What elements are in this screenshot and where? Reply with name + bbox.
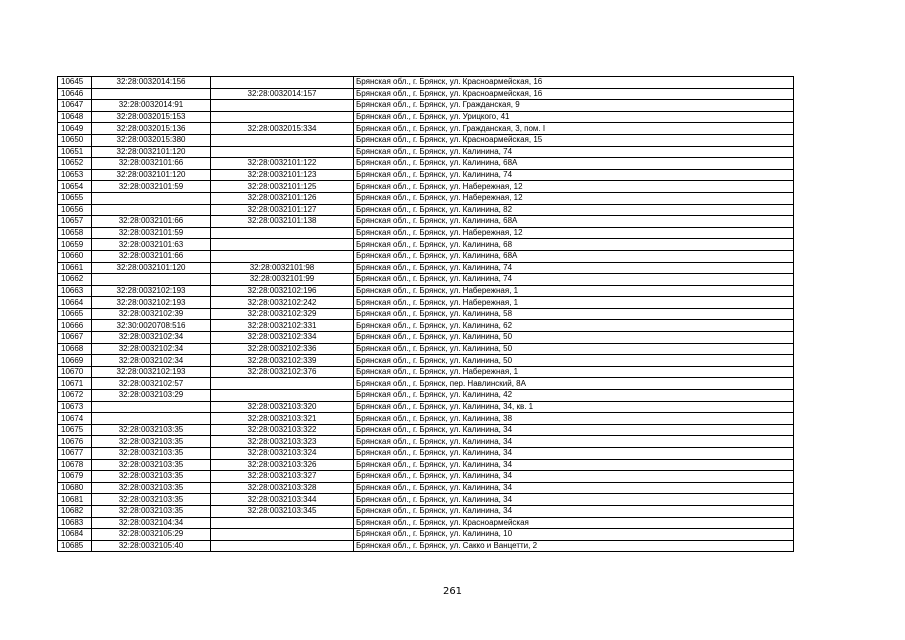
row-number-cell: 10673 [58,401,92,413]
table-row [58,517,794,529]
object-cadastral-number-cell: 32:28:0032103:327 [211,471,354,483]
land-cadastral-number-cell [92,274,211,286]
object-cadastral-number-cell: 32:28:0032103:345 [211,505,354,517]
table-row [58,505,794,517]
table-row [58,100,794,112]
address-cell: Брянская обл., г. Брянск, ул. Калинина, 74 [354,274,794,286]
address-cell: Брянская обл., г. Брянск, ул. Калинина, 34 [354,424,794,436]
object-cadastral-number-cell: 32:28:0032015:334 [211,123,354,135]
registry-body [58,77,794,552]
table-row [58,366,794,378]
land-cadastral-number-cell: 32:28:0032103:35 [92,471,211,483]
address-cell: Брянская обл., г. Брянск, ул. Набережная, 12 [354,192,794,204]
land-cadastral-number-cell: 32:28:0032101:66 [92,250,211,262]
table-row [58,459,794,471]
row-number-cell: 10681 [58,494,92,506]
row-number-cell: 10667 [58,332,92,344]
address-cell: Брянская обл., г. Брянск, ул. Набережная, 1 [354,285,794,297]
address-cell: Брянская обл., г. Брянск, ул. Набережная, 12 [354,181,794,193]
address-cell: Брянская обл., г. Брянск, ул. Калинина, 34 [354,482,794,494]
row-number-cell: 10654 [58,181,92,193]
land-cadastral-number-cell: 32:28:0032102:193 [92,285,211,297]
row-number-cell: 10668 [58,343,92,355]
object-cadastral-number-cell [211,390,354,402]
table-row [58,308,794,320]
table-row [58,413,794,425]
object-cadastral-number-cell [211,529,354,541]
address-cell: Брянская обл., г. Брянск, ул. Красноармейская [354,517,794,529]
land-cadastral-number-cell: 32:28:0032102:39 [92,308,211,320]
address-cell: Брянская обл., г. Брянск, ул. Сакко и Ванцетти, 2 [354,540,794,552]
row-number-cell: 10684 [58,529,92,541]
address-cell: Брянская обл., г. Брянск, ул. Калинина, 42 [354,390,794,402]
table-row [58,181,794,193]
object-cadastral-number-cell: 32:28:0032102:242 [211,297,354,309]
land-cadastral-number-cell: 32:30:0020708:516 [92,320,211,332]
address-cell: Брянская обл., г. Брянск, ул. Калинина, 68А [354,250,794,262]
row-number-cell: 10679 [58,471,92,483]
table-row [58,494,794,506]
object-cadastral-number-cell [211,227,354,239]
address-cell: Брянская обл., г. Брянск, ул. Красноармейская, 16 [354,77,794,89]
address-cell: Брянская обл., г. Брянск, ул. Калинина, 68А [354,216,794,228]
address-cell: Брянская обл., г. Брянск, ул. Калинина, 50 [354,332,794,344]
object-cadastral-number-cell: 32:28:0032102:339 [211,355,354,367]
land-cadastral-number-cell: 32:28:0032101:120 [92,146,211,158]
land-cadastral-number-cell: 32:28:0032014:156 [92,77,211,89]
object-cadastral-number-cell: 32:28:0032102:329 [211,308,354,320]
object-cadastral-number-cell: 32:28:0032101:99 [211,274,354,286]
object-cadastral-number-cell: 32:28:0032102:331 [211,320,354,332]
table-row [58,332,794,344]
address-cell: Брянская обл., г. Брянск, ул. Калинина, 34 [354,459,794,471]
land-cadastral-number-cell: 32:28:0032103:35 [92,482,211,494]
table-row [58,401,794,413]
land-cadastral-number-cell: 32:28:0032103:35 [92,448,211,460]
row-number-cell: 10649 [58,123,92,135]
address-cell: Брянская обл., г. Брянск, ул. Калинина, 34, кв. 1 [354,401,794,413]
row-number-cell: 10683 [58,517,92,529]
object-cadastral-number-cell [211,517,354,529]
row-number-cell: 10659 [58,239,92,251]
land-cadastral-number-cell: 32:28:0032103:29 [92,390,211,402]
land-cadastral-number-cell: 32:28:0032101:63 [92,239,211,251]
table-row [58,204,794,216]
object-cadastral-number-cell: 32:28:0032103:324 [211,448,354,460]
table-row [58,471,794,483]
address-cell: Брянская обл., г. Брянск, ул. Набережная, 1 [354,297,794,309]
row-number-cell: 10652 [58,158,92,170]
row-number-cell: 10674 [58,413,92,425]
table-row [58,77,794,89]
land-cadastral-number-cell: 32:28:0032015:380 [92,134,211,146]
land-cadastral-number-cell: 32:28:0032014:91 [92,100,211,112]
address-cell: Брянская обл., г. Брянск, ул. Набережная, 12 [354,227,794,239]
object-cadastral-number-cell [211,378,354,390]
row-number-cell: 10678 [58,459,92,471]
object-cadastral-number-cell: 32:28:0032101:138 [211,216,354,228]
address-cell: Брянская обл., г. Брянск, ул. Калинина, 34 [354,505,794,517]
address-cell: Брянская обл., г. Брянск, ул. Калинина, 34 [354,448,794,460]
land-cadastral-number-cell: 32:28:0032102:57 [92,378,211,390]
table-row [58,111,794,123]
address-cell: Брянская обл., г. Брянск, ул. Калинина, 82 [354,204,794,216]
row-number-cell: 10648 [58,111,92,123]
address-cell: Брянская обл., г. Брянск, ул. Калинина, 10 [354,529,794,541]
row-number-cell: 10665 [58,308,92,320]
table-row [58,540,794,552]
address-cell: Брянская обл., г. Брянск, ул. Калинина, 50 [354,343,794,355]
table-row [58,482,794,494]
object-cadastral-number-cell: 32:28:0032103:323 [211,436,354,448]
registry-table [57,76,794,552]
row-number-cell: 10666 [58,320,92,332]
row-number-cell: 10653 [58,169,92,181]
table-row [58,250,794,262]
object-cadastral-number-cell: 32:28:0032103:326 [211,459,354,471]
land-cadastral-number-cell [92,192,211,204]
address-cell: Брянская обл., г. Брянск, ул. Калинина, 34 [354,436,794,448]
address-cell: Брянская обл., г. Брянск, ул. Урицкого, 41 [354,111,794,123]
land-cadastral-number-cell: 32:28:0032102:34 [92,332,211,344]
row-number-cell: 10650 [58,134,92,146]
land-cadastral-number-cell [92,413,211,425]
land-cadastral-number-cell: 32:28:0032103:35 [92,436,211,448]
row-number-cell: 10662 [58,274,92,286]
address-cell: Брянская обл., г. Брянск, пер. Навлинский, 8А [354,378,794,390]
table-row [58,239,794,251]
table-row [58,320,794,332]
address-cell: Брянская обл., г. Брянск, ул. Калинина, 58 [354,308,794,320]
address-cell: Брянская обл., г. Брянск, ул. Красноармейская, 16 [354,88,794,100]
table-row [58,262,794,274]
land-cadastral-number-cell: 32:28:0032015:136 [92,123,211,135]
address-cell: Брянская обл., г. Брянск, ул. Калинина, 74 [354,262,794,274]
table-row [58,192,794,204]
table-row [58,146,794,158]
object-cadastral-number-cell: 32:28:0032101:126 [211,192,354,204]
table-row [58,343,794,355]
object-cadastral-number-cell [211,100,354,112]
object-cadastral-number-cell: 32:28:0032101:122 [211,158,354,170]
row-number-cell: 10676 [58,436,92,448]
table-row [58,390,794,402]
object-cadastral-number-cell: 32:28:0032103:344 [211,494,354,506]
address-cell: Брянская обл., г. Брянск, ул. Гражданская, 9 [354,100,794,112]
address-cell: Брянская обл., г. Брянск, ул. Калинина, 34 [354,471,794,483]
land-cadastral-number-cell: 32:28:0032103:35 [92,459,211,471]
row-number-cell: 10664 [58,297,92,309]
table-row [58,378,794,390]
table-row [58,448,794,460]
object-cadastral-number-cell [211,134,354,146]
address-cell: Брянская обл., г. Брянск, ул. Калинина, 68А [354,158,794,170]
land-cadastral-number-cell: 32:28:0032101:120 [92,169,211,181]
row-number-cell: 10656 [58,204,92,216]
land-cadastral-number-cell: 32:28:0032102:34 [92,355,211,367]
object-cadastral-number-cell [211,540,354,552]
object-cadastral-number-cell: 32:28:0032102:334 [211,332,354,344]
land-cadastral-number-cell: 32:28:0032101:59 [92,227,211,239]
land-cadastral-number-cell: 32:28:0032101:120 [92,262,211,274]
address-cell: Брянская обл., г. Брянск, ул. Гражданская, 3, пом. I [354,123,794,135]
row-number-cell: 10645 [58,77,92,89]
object-cadastral-number-cell: 32:28:0032101:123 [211,169,354,181]
row-number-cell: 10670 [58,366,92,378]
table-row [58,297,794,309]
row-number-cell: 10657 [58,216,92,228]
object-cadastral-number-cell: 32:28:0032103:322 [211,424,354,436]
object-cadastral-number-cell: 32:28:0032103:328 [211,482,354,494]
row-number-cell: 10680 [58,482,92,494]
land-cadastral-number-cell: 32:28:0032103:35 [92,424,211,436]
land-cadastral-number-cell: 32:28:0032103:35 [92,505,211,517]
object-cadastral-number-cell: 32:28:0032102:336 [211,343,354,355]
object-cadastral-number-cell: 32:28:0032102:376 [211,366,354,378]
table-row [58,169,794,181]
table-row [58,134,794,146]
address-cell: Брянская обл., г. Брянск, ул. Калинина, 34 [354,494,794,506]
object-cadastral-number-cell: 32:28:0032101:98 [211,262,354,274]
table-row [58,216,794,228]
object-cadastral-number-cell: 32:28:0032101:127 [211,204,354,216]
land-cadastral-number-cell: 32:28:0032102:193 [92,297,211,309]
row-number-cell: 10655 [58,192,92,204]
land-cadastral-number-cell: 32:28:0032101:59 [92,181,211,193]
land-cadastral-number-cell: 32:28:0032101:66 [92,158,211,170]
table-row [58,355,794,367]
land-cadastral-number-cell: 32:28:0032102:193 [92,366,211,378]
object-cadastral-number-cell: 32:28:0032103:321 [211,413,354,425]
land-cadastral-number-cell: 32:28:0032101:66 [92,216,211,228]
object-cadastral-number-cell: 32:28:0032101:125 [211,181,354,193]
object-cadastral-number-cell: 32:28:0032103:320 [211,401,354,413]
object-cadastral-number-cell [211,77,354,89]
table-row [58,436,794,448]
object-cadastral-number-cell [211,250,354,262]
address-cell: Брянская обл., г. Брянск, ул. Калинина, 74 [354,169,794,181]
row-number-cell: 10672 [58,390,92,402]
table-row [58,529,794,541]
page-number: 261 [442,586,463,597]
object-cadastral-number-cell [211,146,354,158]
land-cadastral-number-cell [92,204,211,216]
table-row [58,88,794,100]
land-cadastral-number-cell [92,401,211,413]
row-number-cell: 10660 [58,250,92,262]
address-cell: Брянская обл., г. Брянск, ул. Калинина, 62 [354,320,794,332]
table-row [58,424,794,436]
row-number-cell: 10663 [58,285,92,297]
row-number-cell: 10685 [58,540,92,552]
row-number-cell: 10669 [58,355,92,367]
object-cadastral-number-cell [211,111,354,123]
row-number-cell: 10651 [58,146,92,158]
row-number-cell: 10675 [58,424,92,436]
land-cadastral-number-cell: 32:28:0032103:35 [92,494,211,506]
table-row [58,285,794,297]
table-row [58,158,794,170]
table-row [58,274,794,286]
address-cell: Брянская обл., г. Брянск, ул. Калинина, 68 [354,239,794,251]
address-cell: Брянская обл., г. Брянск, ул. Набережная, 1 [354,366,794,378]
table-row [58,227,794,239]
address-cell: Брянская обл., г. Брянск, ул. Калинина, 50 [354,355,794,367]
object-cadastral-number-cell: 32:28:0032014:157 [211,88,354,100]
object-cadastral-number-cell [211,239,354,251]
address-cell: Брянская обл., г. Брянск, ул. Красноармейская, 15 [354,134,794,146]
row-number-cell: 10677 [58,448,92,460]
address-cell: Брянская обл., г. Брянск, ул. Калинина, 74 [354,146,794,158]
row-number-cell: 10661 [58,262,92,274]
address-cell: Брянская обл., г. Брянск, ул. Калинина, 38 [354,413,794,425]
object-cadastral-number-cell: 32:28:0032102:196 [211,285,354,297]
row-number-cell: 10647 [58,100,92,112]
row-number-cell: 10658 [58,227,92,239]
land-cadastral-number-cell: 32:28:0032104:34 [92,517,211,529]
land-cadastral-number-cell: 32:28:0032102:34 [92,343,211,355]
row-number-cell: 10646 [58,88,92,100]
land-cadastral-number-cell: 32:28:0032015:153 [92,111,211,123]
table-row [58,123,794,135]
land-cadastral-number-cell: 32:28:0032105:40 [92,540,211,552]
row-number-cell: 10682 [58,505,92,517]
row-number-cell: 10671 [58,378,92,390]
land-cadastral-number-cell: 32:28:0032105:29 [92,529,211,541]
land-cadastral-number-cell [92,88,211,100]
